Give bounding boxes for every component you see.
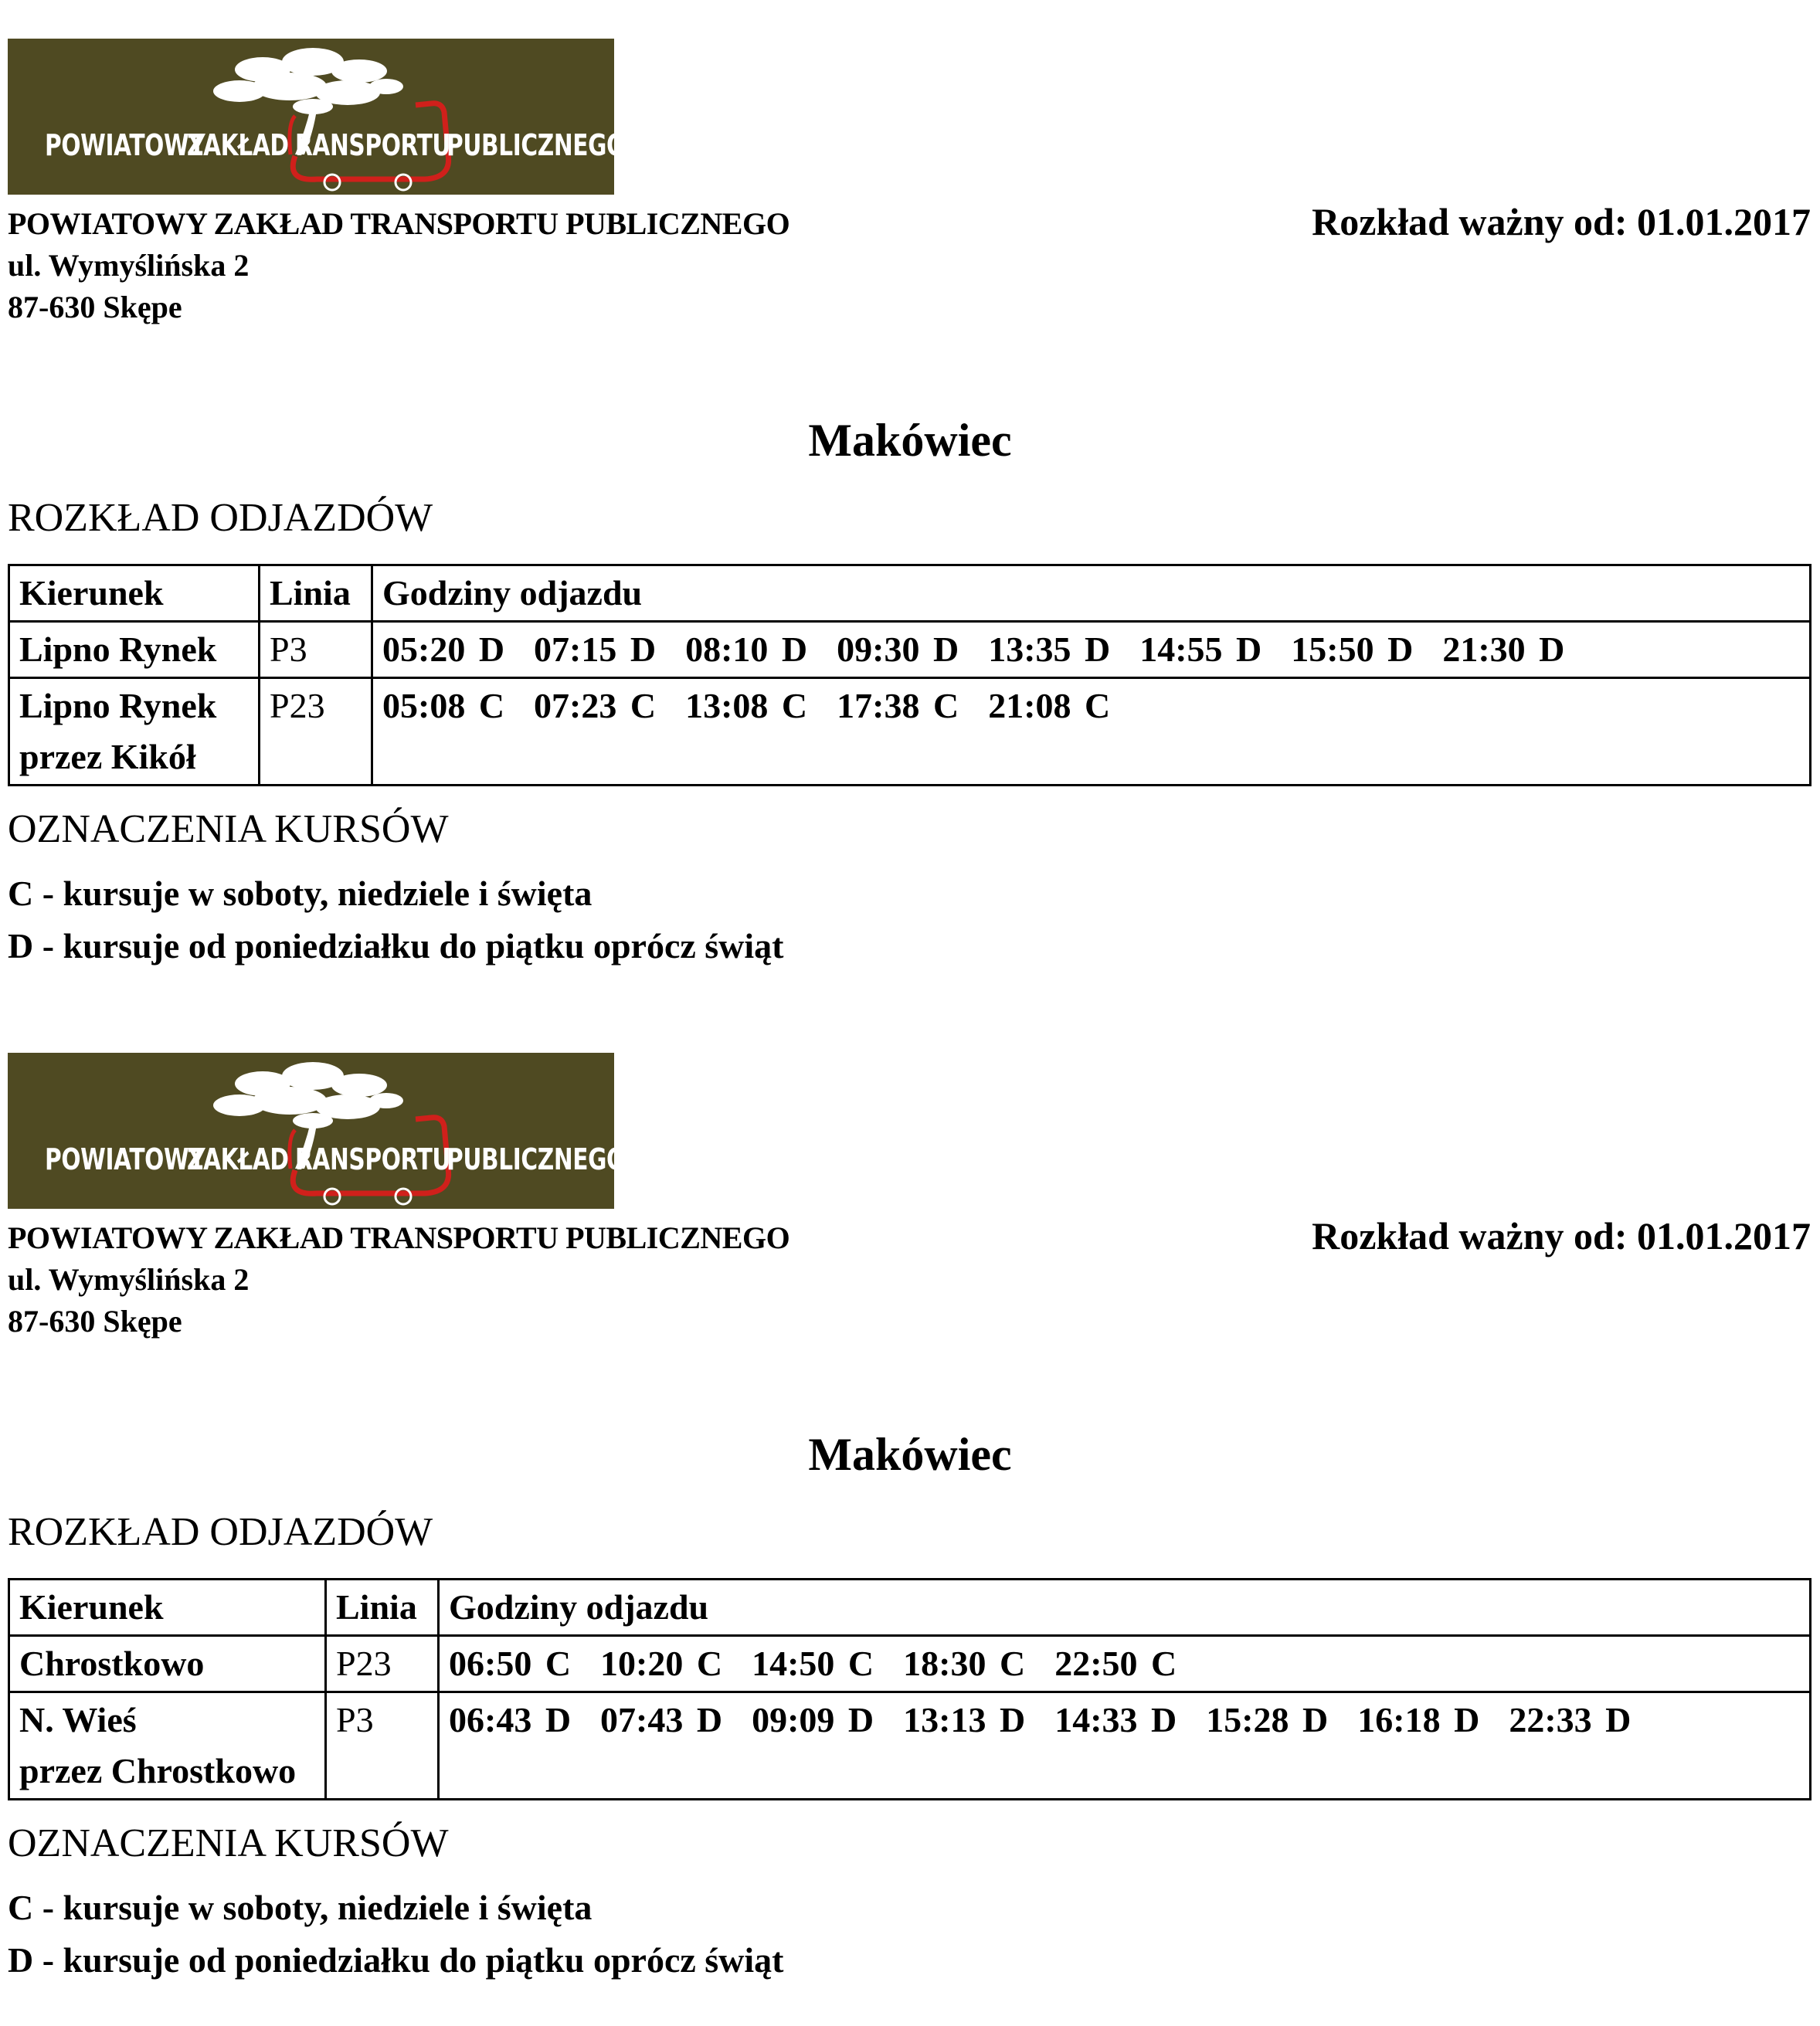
- departure-time: 07:23 C: [534, 686, 657, 725]
- direction-line-1: Chrostkowo: [19, 1644, 205, 1683]
- logo-word-3: RANSPORTU: [295, 128, 451, 162]
- header-times: Godziny odjazdu: [439, 1580, 1811, 1636]
- departure-time: 10:20 C: [600, 1644, 723, 1683]
- departure-time: 06:43 D: [449, 1700, 572, 1739]
- row-direction: [9, 678, 260, 786]
- org-city: 87-630 Skępe: [8, 290, 182, 324]
- departure-time: 07:43 D: [600, 1700, 723, 1739]
- legend-item-c: C - kursuje w soboty, niedziele i święta: [8, 1888, 593, 1927]
- direction-line-1: N. Wieś: [19, 1700, 137, 1739]
- table-row: [9, 678, 1811, 786]
- departure-time: 05:08 C: [382, 686, 505, 725]
- table-row: [9, 622, 1811, 678]
- row-times: [372, 678, 1811, 786]
- departure-time: 13:13 D: [903, 1700, 1026, 1739]
- logo-word-4: PUBLICZNEGO: [447, 128, 626, 162]
- tree-bus-logo-icon: [8, 39, 614, 195]
- row-direction: [9, 622, 260, 678]
- legend-item-c: C - kursuje w soboty, niedziele i święta: [8, 874, 593, 913]
- pztp-logo: [8, 1053, 626, 1209]
- legend-title: OZNACZENIA KURSÓW: [8, 1821, 449, 1865]
- org-name: POWIATOWY ZAKŁAD TRANSPORTU PUBLICZNEGO: [8, 206, 790, 241]
- legend-item-d: D - kursuje od poniedziałku do piątku oprócz świąt: [8, 926, 784, 965]
- valid-from: Rozkład ważny od: 01.01.2017: [1312, 1214, 1811, 1257]
- departure-time: 09:30 D: [837, 630, 959, 669]
- departure-time: 21:08 C: [988, 686, 1111, 725]
- departure-time: 17:38 C: [837, 686, 959, 725]
- header-times: Godziny odjazdu: [372, 565, 1811, 622]
- table-header-row: [9, 565, 1811, 622]
- row-direction: [9, 1636, 326, 1692]
- table-row: [9, 1692, 1811, 1800]
- departure-time: 22:33 D: [1509, 1700, 1632, 1739]
- org-city: 87-630 Skępe: [8, 1304, 182, 1339]
- departure-time: 09:09 D: [752, 1700, 874, 1739]
- departure-time: 06:50 C: [449, 1644, 572, 1683]
- row-times: [372, 622, 1811, 678]
- header-line: Linia: [326, 1580, 439, 1636]
- departure-time: 15:50 D: [1291, 630, 1414, 669]
- direction-line-2: przez Kikół: [19, 737, 196, 776]
- departure-time: 14:55 D: [1139, 630, 1262, 669]
- pztp-logo: [8, 39, 626, 195]
- header-direction: Kierunek: [9, 1580, 326, 1636]
- timetable: [8, 1578, 1812, 1800]
- table-row: [9, 1636, 1811, 1692]
- table-header-row: [9, 1580, 1811, 1636]
- departure-time: 14:33 D: [1054, 1700, 1177, 1739]
- departure-time: 05:20 D: [382, 630, 505, 669]
- row-line: P23: [260, 678, 372, 786]
- org-street: ul. Wymyślińska 2: [8, 248, 250, 283]
- direction-line-2: przez Chrostkowo: [19, 1751, 297, 1790]
- departure-time: 08:10 D: [685, 630, 808, 669]
- timetable: [8, 564, 1812, 786]
- tree-bus-logo-icon: [8, 1053, 614, 1209]
- legend-item-d: D - kursuje od poniedziałku do piątku oprócz świąt: [8, 1940, 784, 1980]
- schedule-title: ROZKŁAD ODJAZDÓW: [8, 1510, 433, 1554]
- legend-title: OZNACZENIA KURSÓW: [8, 807, 449, 851]
- header-line: Linia: [260, 565, 372, 622]
- logo-word-2: ZAKŁAD: [187, 1142, 289, 1176]
- departure-time: 16:18 D: [1357, 1700, 1480, 1739]
- departure-time: 14:50 C: [752, 1644, 874, 1683]
- logo-word-2: ZAKŁAD: [187, 128, 289, 162]
- row-times: [439, 1636, 1811, 1692]
- row-line: P3: [260, 622, 372, 678]
- departure-time: 13:08 C: [685, 686, 808, 725]
- logo-word-1: POWIATOWY: [45, 128, 205, 162]
- departure-time: 13:35 D: [988, 630, 1111, 669]
- timetable-section-2: [0, 1014, 1820, 2026]
- org-street: ul. Wymyślińska 2: [8, 1262, 250, 1297]
- stop-name: Makówiec: [808, 415, 1012, 466]
- logo-word-1: POWIATOWY: [45, 1142, 205, 1176]
- valid-from: Rozkład ważny od: 01.01.2017: [1312, 200, 1811, 243]
- row-times: [439, 1692, 1811, 1800]
- departure-time: 22:50 C: [1054, 1644, 1177, 1683]
- row-line: P3: [326, 1692, 439, 1800]
- row-line: P23: [326, 1636, 439, 1692]
- row-direction: [9, 1692, 326, 1800]
- direction-line-1: Lipno Rynek: [19, 630, 217, 669]
- departure-time: 15:28 D: [1206, 1700, 1329, 1739]
- header-direction: Kierunek: [9, 565, 260, 622]
- departure-time: 21:30 D: [1442, 630, 1565, 669]
- org-name: POWIATOWY ZAKŁAD TRANSPORTU PUBLICZNEGO: [8, 1220, 790, 1255]
- direction-line-1: Lipno Rynek: [19, 686, 217, 725]
- timetable-section-1: [0, 0, 1820, 1012]
- logo-word-3: RANSPORTU: [295, 1142, 451, 1176]
- departure-time: 18:30 C: [903, 1644, 1026, 1683]
- departure-time: 07:15 D: [534, 630, 657, 669]
- stop-name: Makówiec: [808, 1429, 1012, 1480]
- logo-word-4: PUBLICZNEGO: [447, 1142, 626, 1176]
- schedule-title: ROZKŁAD ODJAZDÓW: [8, 496, 433, 540]
